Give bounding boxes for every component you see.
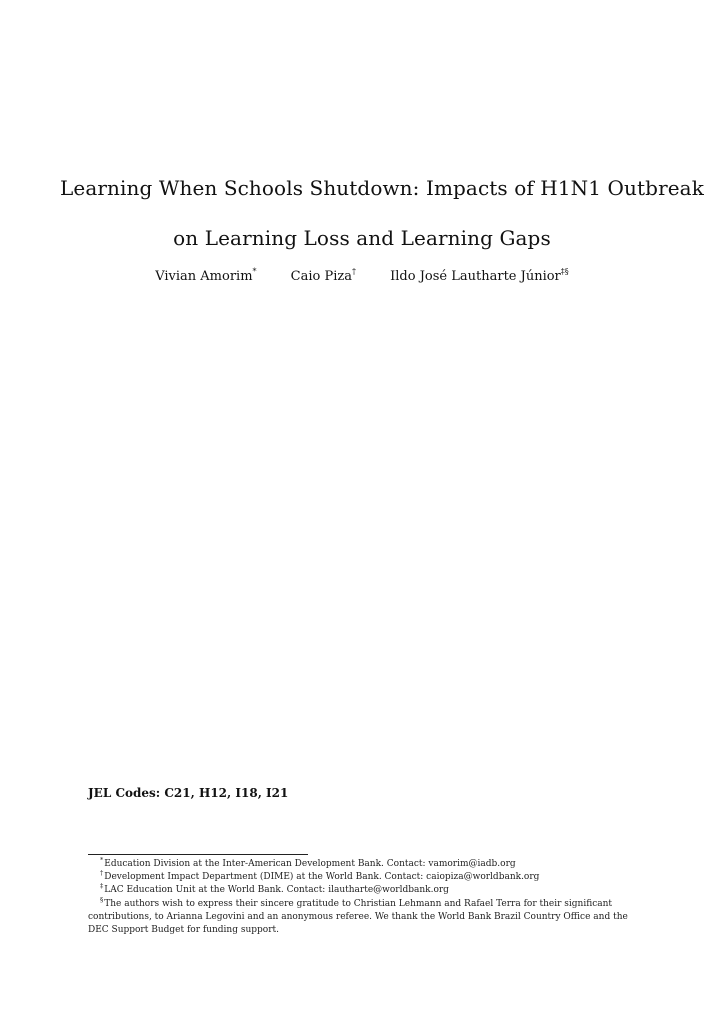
- author-3: [390, 266, 569, 288]
- footnote-mark: †: [100, 869, 104, 878]
- jel-codes: JEL Codes: C21, H12, I18, I21: [88, 786, 289, 800]
- paper-title-line-1: Learning When Schools Shutdown: Impacts of H1N1 Outbreak: [60, 176, 704, 201]
- footnote-text: LAC Education Unit at the World Bank. Contact: ilautharte@worldbank.org: [104, 885, 449, 896]
- author-list: [0, 266, 724, 288]
- footnote-1: [88, 858, 648, 871]
- author-1: [155, 266, 256, 288]
- author-2: [291, 266, 356, 288]
- paper-title-line-2: on Learning Loss and Learning Gaps: [173, 226, 551, 251]
- footnote-text: Development Impact Department (DIME) at the World Bank. Contact: caiopiza@worldbank.org: [104, 872, 540, 883]
- author-footnote-mark: *: [252, 267, 257, 276]
- footnote-divider: [88, 854, 308, 855]
- footnote-text: Education Division at the Inter-American Development Bank. Contact: vamorim@iadb.org: [104, 859, 516, 869]
- footnote-mark: ‡: [100, 882, 104, 891]
- paper-title: [60, 163, 704, 263]
- footnote-2: [88, 871, 648, 884]
- author-footnote-mark: ‡§: [560, 267, 569, 276]
- footnote-3: [88, 884, 648, 897]
- author-name: Vivian Amorim: [155, 269, 253, 284]
- author-name: Caio Piza: [290, 269, 352, 284]
- footnote-text: The authors wish to express their sincere gratitude to Christian Lehmann and Rafael Terra for their significant contributions, to Arianna Legovini and an anonymous referee. We thank the World Bank Brazil Country Office and the DEC Support Budget for funding support.: [88, 898, 628, 936]
- footnote-mark: *: [100, 856, 104, 864]
- footnote-mark: §: [100, 895, 104, 904]
- author-footnote-mark: †: [352, 267, 356, 276]
- author-name: Ildo José Lautharte Júnior: [390, 269, 561, 284]
- footnote-4: [88, 895, 648, 938]
- footnotes: [88, 858, 648, 937]
